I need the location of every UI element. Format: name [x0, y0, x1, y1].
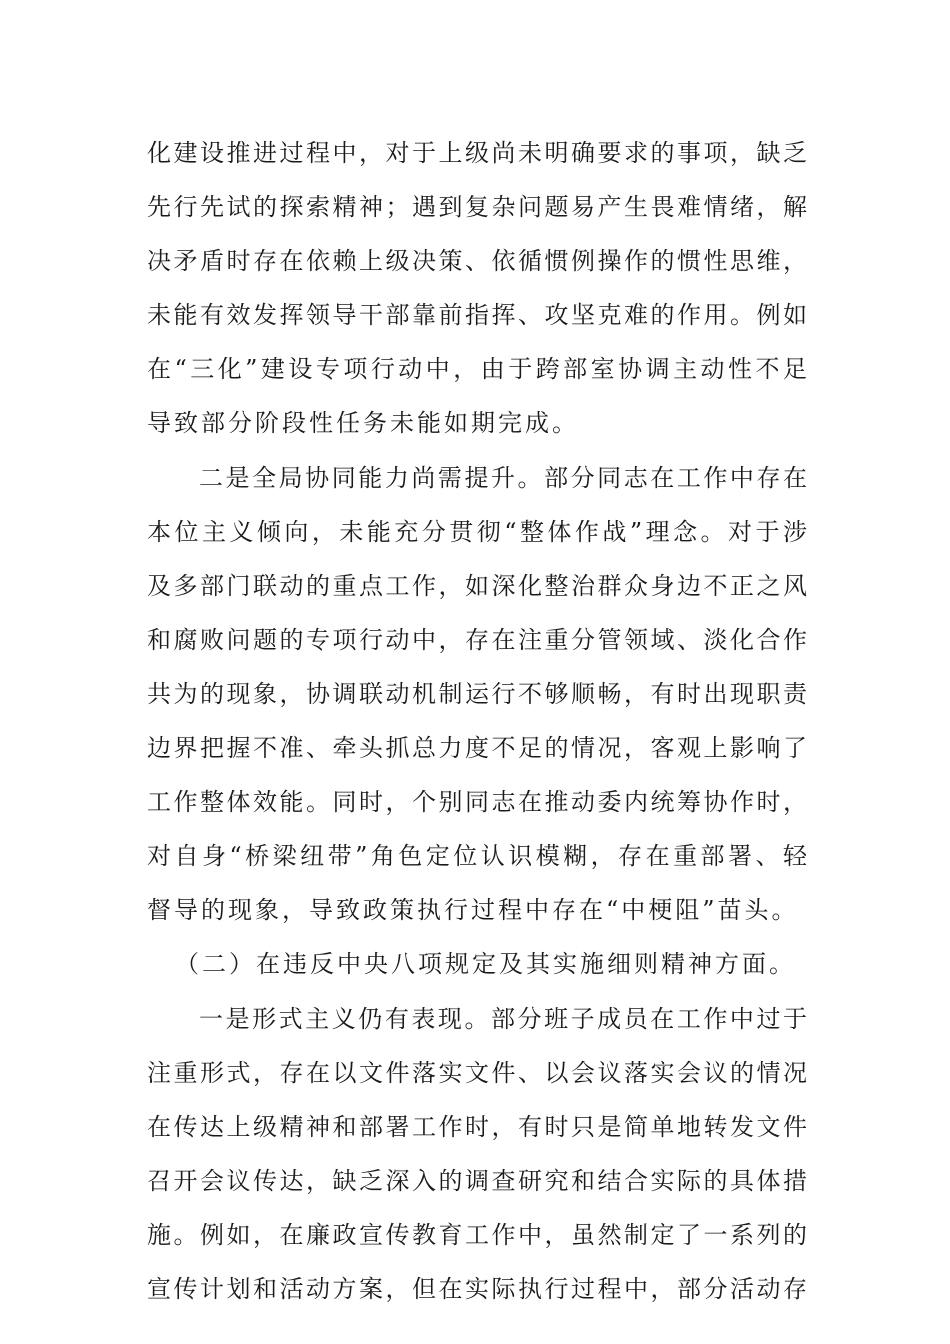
paragraph-first-line: 一是形式主义仍有表现。部分班子成员在工作中过于: [199, 1004, 807, 1033]
text-line: 施。例如，在廉政宣传教育工作中，虽然制定了一系列的: [147, 1220, 807, 1249]
paragraph-first-line: 二是全局协同能力尚需提升。部分同志在工作中存在: [199, 463, 807, 492]
text-line: 宣传计划和活动方案，但在实际执行过程中，部分活动存: [147, 1274, 807, 1303]
text-line: 决矛盾时存在依赖上级决策、依循惯例操作的惯性思维，: [147, 247, 807, 276]
text-line: 及多部门联动的重点工作，如深化整治群众身边不正之风: [147, 571, 807, 600]
text-line: 和腐败问题的专项行动中，存在注重分管领域、淡化合作: [147, 625, 807, 654]
text-line: 化建设推进过程中，对于上级尚未明确要求的事项，缺乏: [147, 139, 807, 167]
text-line: 在“三化”建设专项行动中，由于跨部室协调主动性不足: [147, 355, 807, 384]
section-heading: （二）在违反中央八项规定及其实施细则精神方面。: [175, 950, 796, 979]
text-line: 未能有效发挥领导干部靠前指挥、攻坚克难的作用。例如: [147, 301, 807, 330]
text-line: 对自身“桥梁纽带”角色定位认识模糊，存在重部署、轻: [147, 842, 807, 871]
text-line: 工作整体效能。同时，个别同志在推动委内统筹协作时，: [147, 788, 807, 817]
document-body: [147, 126, 807, 1316]
text-line: 边界把握不准、牵头抓总力度不足的情况，客观上影响了: [147, 734, 807, 763]
text-line: 召开会议传达，缺乏深入的调查研究和结合实际的具体措: [147, 1166, 807, 1195]
text-line: 先行先试的探索精神；遇到复杂问题易产生畏难情绪，解: [147, 193, 807, 222]
text-line: 注重形式，存在以文件落实文件、以会议落实会议的情况: [147, 1058, 807, 1087]
text-line: 共为的现象，协调联动机制运行不够顺畅，有时出现职责: [147, 679, 807, 708]
text-line: 本位主义倾向，未能充分贯彻“整体作战”理念。对于涉: [147, 517, 807, 546]
text-line: 督导的现象，导致政策执行过程中存在“中梗阻”苗头。: [147, 896, 799, 925]
text-line: 导致部分阶段性任务未能如期完成。: [147, 409, 579, 438]
text-line: 在传达上级精神和部署工作时，有时只是简单地转发文件: [147, 1112, 807, 1141]
